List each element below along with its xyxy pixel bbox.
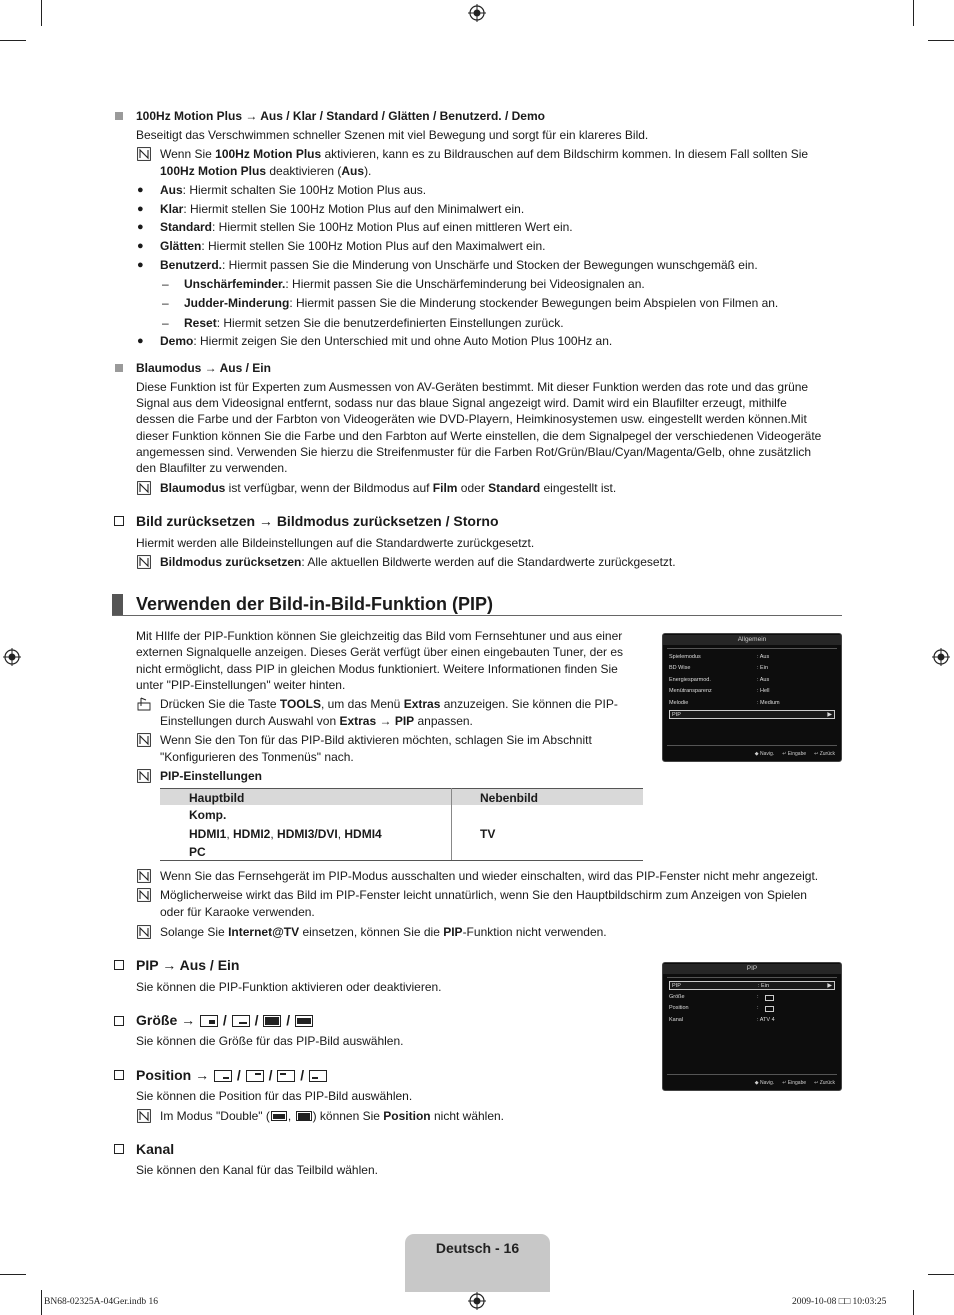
double-split-icon [296, 1111, 312, 1121]
list-item: Standard: Hiermit stellen Sie 100Hz Motion Plus auf einen mittleren Wert ein. [160, 220, 573, 234]
list-item: Aus: Hiermit schalten Sie 100Hz Motion Plus aus. [160, 183, 427, 197]
tools-remote-icon [137, 697, 151, 711]
table-cell: HDMI1, HDMI2, HDMI3/DVI, HDMI4 [189, 827, 382, 841]
note-icon [137, 888, 151, 902]
table-cell: TV [480, 827, 496, 841]
dash-bullet: – [162, 296, 169, 310]
note-text: 100Hz Motion Plus deaktivieren (Aus). [160, 164, 372, 178]
crop-mark [0, 1274, 26, 1275]
checkbox-bullet-icon [114, 960, 124, 970]
subsection-heading: Kanal [136, 1141, 175, 1157]
triangle-right-icon: ▶ [827, 712, 832, 718]
crop-mark [41, 0, 42, 26]
table-header [160, 788, 643, 805]
note-text: Wenn Sie 100Hz Motion Plus aktivieren, kann es zu Bildrauschen auf dem Bildschirm kommen. In diesem Fall sollten Sie [160, 147, 809, 161]
paragraph-line: externen Signalquelle anzeigen. Dieses Gerät verfügt über einen eingebauten Tuner, der es [136, 645, 623, 659]
pip-small-icon [200, 1015, 218, 1027]
osd-divider [667, 977, 837, 978]
subsection-heading: Bild zurücksetzen → Bildmodus zurücksetzen / Storno [136, 513, 499, 529]
note-icon [137, 147, 151, 161]
setting-description: Beseitigt das Verschwimmen schneller Szenen mit viel Bewegung und sorgt für ein klareres Bild. [136, 128, 649, 142]
print-file-info: BN68-02325A-04Ger.indb 16 [44, 1297, 158, 1307]
crop-mark [928, 40, 954, 41]
print-date-info: 2009-10-08 □□ 10:03:25 [792, 1297, 887, 1307]
double-equal-icon [295, 1015, 313, 1027]
paragraph-line: Mit HIlfe der PIP-Funktion können Sie gleichzeitig das Bild vom Fernsehtuner und aus einer [136, 629, 623, 643]
registration-mark-icon [3, 648, 21, 666]
osd-menu-item[interactable]: Melodie : Medium [669, 700, 780, 706]
registration-mark-icon [468, 1292, 486, 1310]
list-item: Demo: Hiermit zeigen Sie den Unterschied mit und ohne Auto Motion Plus 100Hz an. [160, 334, 613, 348]
table-cell: PC [189, 845, 206, 859]
osd-menu-item[interactable]: Position : [669, 1004, 835, 1013]
osd-divider [667, 745, 837, 746]
registration-mark-icon [468, 4, 486, 22]
setting-description: Sie können die PIP-Funktion aktivieren oder deaktivieren. [136, 980, 442, 994]
list-item: Benutzerd.: Hiermit passen Sie die Minderung von Unschärfe und Stocken der Bewegungen wunschgemäß ein. [160, 258, 758, 272]
osd-divider [667, 648, 837, 649]
checkbox-bullet-icon [114, 1144, 124, 1154]
osd-footer: ◆ Navig. ↵ Eingabe ↩ Zurück [754, 751, 835, 757]
note-icon [137, 769, 151, 783]
note-text: oder für Karaoke verwenden. [160, 905, 315, 919]
note-text: Im Modus "Double" ( , ) können Sie Position nicht wählen. [160, 1109, 505, 1123]
list-item: Klar: Hiermit stellen Sie 100Hz Motion Plus auf den Minimalwert ein. [160, 202, 525, 216]
setting-description: Hiermit werden alle Bildeinstellungen auf die Standardwerte zurückgesetzt. [136, 536, 535, 550]
checkbox-bullet-icon [114, 1016, 124, 1026]
bullet-dot-icon: ● [137, 221, 144, 233]
osd-menu-item[interactable]: Energiesparmod. : Aus [669, 677, 770, 683]
paragraph-line: den Blaufilter zu verwenden. [136, 461, 288, 475]
note-icon [137, 869, 151, 883]
setting-description: Sie können den Kanal für das Teilbild wählen. [136, 1163, 378, 1177]
bullet-dot-icon: ● [137, 203, 144, 215]
paragraph-line: dieser Funktion können Sie die Farbe und den Farbton auf Werte einstellen, die dem Signalpegel der verschiedenen Videogeräte [136, 429, 822, 443]
note-icon [137, 555, 151, 569]
paragraph-line: dessen die Farbe und der Farbton von Videogeräten wie DVD-Playern, Heimkinosystemen usw. eingestellt werden können.Mit [136, 412, 807, 426]
table-header-cell: Nebenbild [480, 791, 539, 805]
note-text: Solange Sie Internet@TV einsetzen, können Sie die PIP-Funktion nicht verwenden. [160, 925, 607, 939]
note-icon [137, 481, 151, 495]
bullet-dot-icon: ● [137, 335, 144, 347]
osd-menu-item[interactable]: BD Wise : Ein [669, 665, 769, 671]
note-text: Möglicherweise wirkt das Bild im PIP-Fenster leicht unnatürlich, wenn Sie den Hauptbildschirm zum Anzeigen von Spielen [160, 888, 807, 902]
note-icon [137, 925, 151, 939]
dash-bullet: – [162, 316, 169, 330]
note-text: Wenn Sie das Fernsehgerät im PIP-Modus ausschalten und wieder einschalten, wird das PIP-Fenster nicht mehr angezeigt. [160, 869, 819, 883]
note-icon [137, 733, 151, 747]
note-text: Drücken Sie die Taste TOOLS, um das Menü Extras anzuzeigen. Sie können die PIP- [160, 697, 618, 711]
note-icon [137, 1109, 151, 1123]
setting-description: Sie können die Position für das PIP-Bild auswählen. [136, 1089, 413, 1103]
section-divider [112, 615, 842, 616]
section-title: Verwenden der Bild-in-Bild-Funktion (PIP) [136, 594, 494, 614]
osd-menu-item-selected[interactable]: PIP : Ein ▶ [669, 981, 835, 990]
registration-mark-icon [932, 648, 950, 666]
square-bullet-icon [115, 364, 123, 372]
pip-position-icon [765, 1006, 774, 1012]
osd-menu-item-selected[interactable]: PIP ▶ [669, 710, 835, 719]
table-header-cell: Hauptbild [189, 791, 245, 805]
bullet-dot-icon: ● [137, 184, 144, 196]
subsection-heading: Größe → / / / [136, 1011, 314, 1029]
setting-heading: Blaumodus → Aus / Ein [136, 361, 271, 375]
paragraph-line: unter "PIP-Einstellungen" weiter hinten. [136, 678, 346, 692]
sub-list-item: Unschärfeminder.: Hiermit passen Sie die Unschärfeminderung bei Videosignalen an. [184, 277, 645, 291]
osd-title: PIP [663, 964, 841, 974]
paragraph-line: Signal aus dem Videosignal entfernt, sodass nur das blaue Signal angezeigt wird. Damit wird ein Blaufilter erzeugt, mithilfe [136, 396, 787, 410]
setting-heading: 100Hz Motion Plus → Aus / Klar / Standard / Glätten / Benutzerd. / Demo [136, 109, 545, 123]
crop-mark [0, 40, 26, 41]
position-top-left-icon [277, 1070, 295, 1082]
note-text: Wenn Sie den Ton für das PIP-Bild aktivieren möchten, schlagen Sie im Abschnitt [160, 733, 592, 747]
position-top-right-icon [246, 1070, 264, 1082]
note-text: Blaumodus ist verfügbar, wenn der Bildmodus auf Film oder Standard eingestellt ist. [160, 481, 617, 495]
subsection-heading: Position → / / / [136, 1066, 328, 1084]
sub-list-item: Judder-Minderung: Hiermit passen Sie die Minderung stockender Bewegungen beim Abspielen von Filmen an. [184, 296, 779, 310]
note-text: "Konfigurieren des Tonmenüs" nach. [160, 750, 354, 764]
osd-divider [667, 1074, 837, 1075]
osd-menu-item[interactable]: Spielemodus : Aus [669, 654, 770, 660]
crop-mark [913, 0, 914, 26]
triangle-right-icon: ▶ [827, 983, 832, 989]
double-equal-icon [271, 1111, 287, 1121]
osd-menu-item[interactable]: Größe : [669, 993, 835, 1002]
checkbox-bullet-icon [114, 1070, 124, 1080]
section-marker [112, 594, 123, 615]
osd-footer: ◆ Navig. ↵ Eingabe ↩ Zurück [754, 1080, 835, 1086]
pip-size-icon [765, 995, 774, 1001]
bullet-dot-icon: ● [137, 259, 144, 271]
checkbox-bullet-icon [114, 516, 124, 526]
subsection-heading: PIP → Aus / Ein [136, 957, 240, 973]
osd-menu-item[interactable]: Menütransparenz : Hell [669, 688, 770, 694]
double-split-icon [263, 1015, 281, 1027]
position-bottom-right-icon [214, 1070, 232, 1082]
paragraph-line: angemessen sind. Verwenden Sie hierzu die Streifenmuster für die Farben Rot/Grün/Blau/Cyan/Magenta/Gelb, ohne zusätzlich [136, 445, 812, 459]
square-bullet-icon [115, 112, 123, 120]
setting-description: Sie können die Größe für das PIP-Bild auswählen. [136, 1034, 404, 1048]
osd-menu-item[interactable]: Kanal : ATV 4 [669, 1017, 775, 1023]
note-text: Einstellungen durch Auswahl von Extras → PIP anpassen. [160, 714, 473, 728]
paragraph-line: nicht ermöglicht, dass PIP in gleichen Modus funktioniert. Weitere Informationen finden Sie [136, 662, 618, 676]
position-bottom-left-icon [309, 1070, 327, 1082]
paragraph-line: Diese Funktion ist für Experten zum Ausmessen von AV-Geräten bestimmt. Mit dieser Funktion werden das rote und das grüne [136, 380, 809, 394]
table-column-divider [451, 788, 452, 860]
bullet-dot-icon: ● [137, 240, 144, 252]
pip-large-icon [232, 1015, 250, 1027]
table-bottom-rule [160, 860, 643, 861]
list-item: Glätten: Hiermit stellen Sie 100Hz Motion Plus auf den Maximalwert ein. [160, 239, 546, 253]
dash-bullet: – [162, 277, 169, 291]
crop-mark [913, 1290, 914, 1315]
crop-mark [41, 1290, 42, 1315]
osd-title: Allgemein [663, 635, 841, 645]
table-cell: Komp. [189, 808, 227, 822]
osd-pip-menu [662, 962, 842, 1091]
page-number: Deutsch - 16 [435, 1240, 520, 1256]
crop-mark [928, 1274, 954, 1275]
note-text: Bildmodus zurücksetzen: Alle aktuellen Bildwerte werden auf die Standardwerte zurückgesetzt. [160, 555, 676, 569]
sub-list-item: Reset: Hiermit setzen Sie die benutzerdefinierten Einstellungen zurück. [184, 316, 564, 330]
osd-general-menu [662, 633, 842, 762]
table-caption: PIP-Einstellungen [160, 769, 263, 783]
